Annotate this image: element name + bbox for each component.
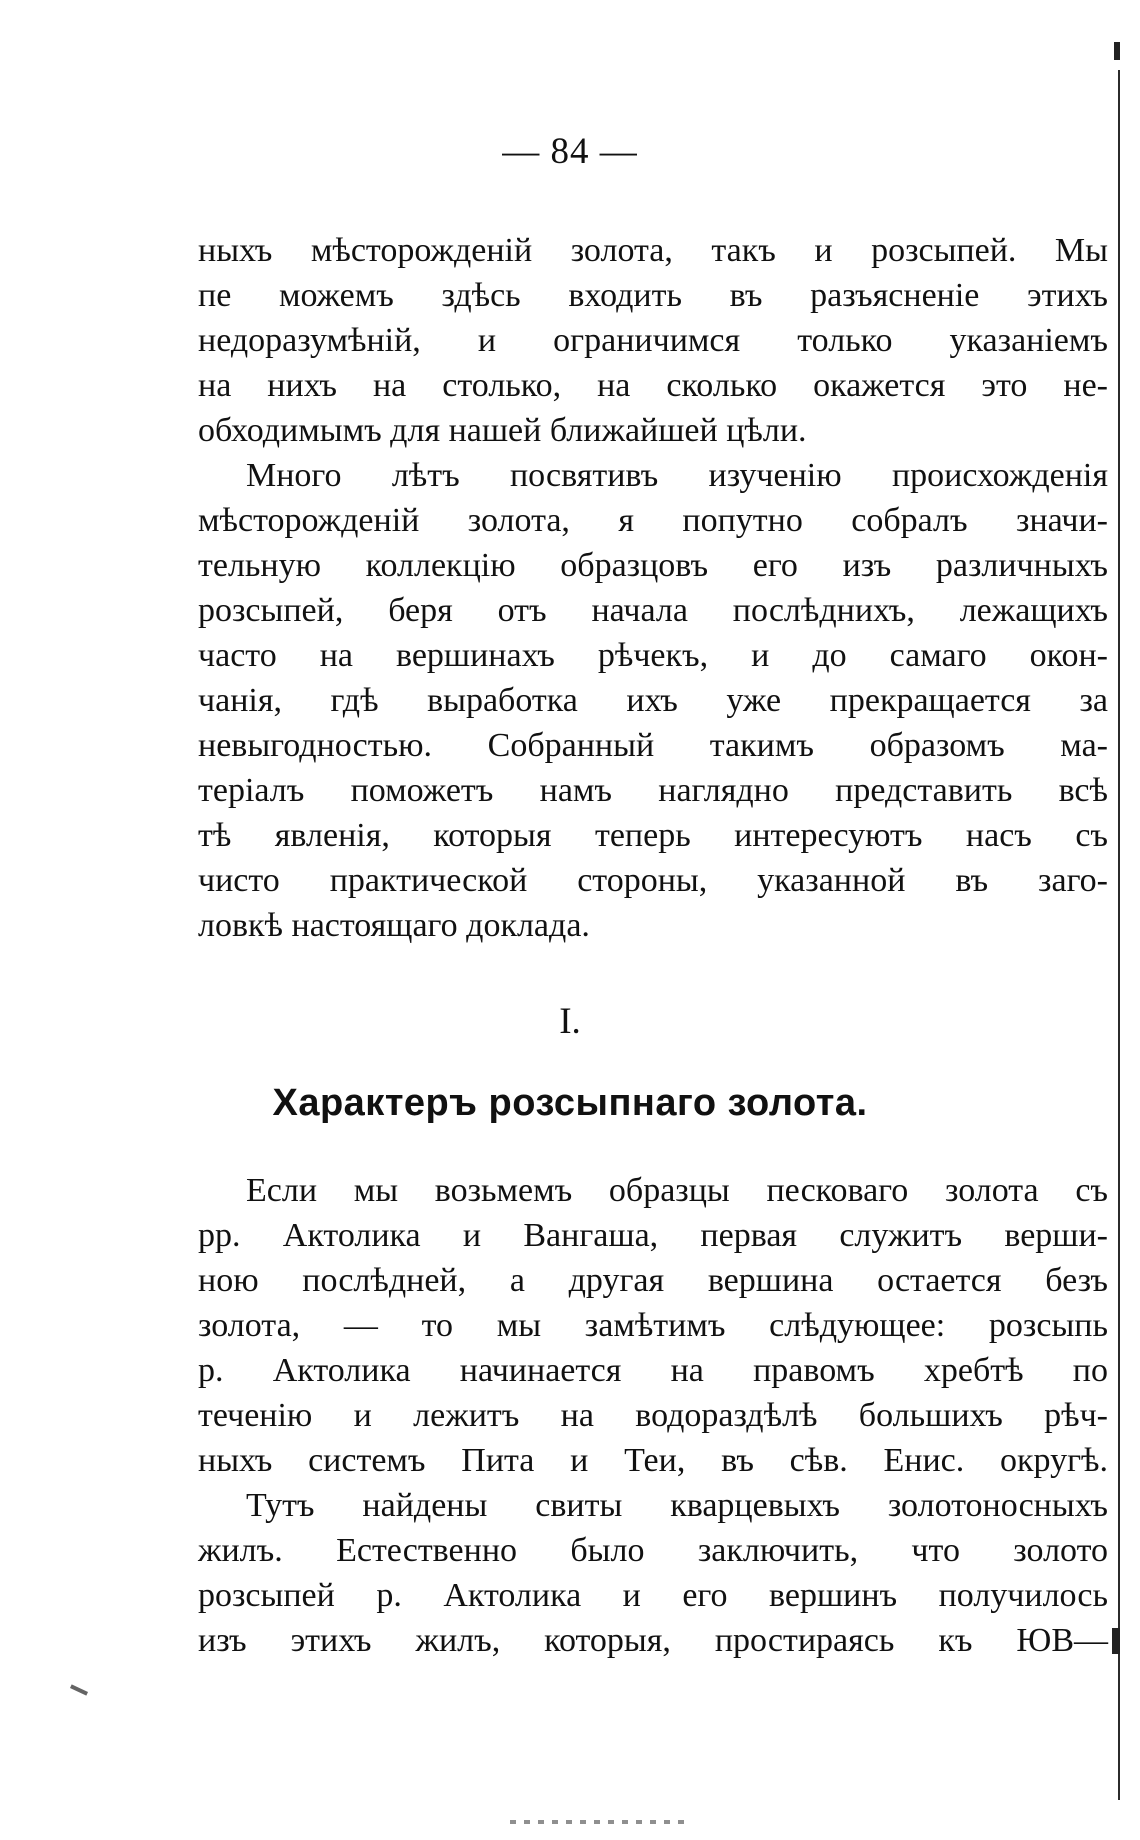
text-line: ною послѣдней, а другая вершина остается безъ <box>198 1262 1108 1299</box>
text-line: невыгодностью. Собранный такимъ образомъ ма- <box>198 727 1108 764</box>
text-line: Если мы возьмемъ образцы песковаго золота съ <box>246 1172 1108 1209</box>
section-number: I. <box>559 1001 581 1042</box>
text-line: ныхъ системъ Пита и Теи, въ сѣв. Енис. округѣ. <box>198 1442 1108 1479</box>
text-line: тельную коллекцію образцовъ его изъ различныхъ <box>198 547 1108 584</box>
text-line: жилъ. Естественно было заключить, что золото <box>198 1532 1108 1569</box>
paragraph-collection <box>198 453 1108 948</box>
text-line: р. Актолика начинается на правомъ хребтѣ по <box>198 1352 1108 1389</box>
text-line: рр. Актолика и Вангаша, первая служитъ верши- <box>198 1217 1108 1254</box>
text-line: Много лѣтъ посвятивъ изученію происхожденія <box>246 457 1108 494</box>
paragraph-continued <box>198 228 1108 453</box>
page-edge-line <box>1118 70 1120 1800</box>
text-line: золота, — то мы замѣтимъ слѣдующее: розсыпь <box>198 1307 1108 1344</box>
edge-mark-bottom <box>1112 1628 1120 1654</box>
page-number: — 84 — <box>502 131 638 172</box>
text-line: обходимымъ для нашей ближайшей цѣли. <box>198 412 807 449</box>
paragraph-veins <box>198 1483 1108 1663</box>
text-line: теченію и лежитъ на водораздѣлѣ большихъ рѣч- <box>198 1397 1108 1434</box>
text-line: пе можемъ здѣсь входить въ разъясненіе этихъ <box>198 277 1108 314</box>
text-line: часто на вершинахъ рѣчекъ, и до самаго окон- <box>198 637 1108 674</box>
scan-specks-bottom <box>510 1820 690 1824</box>
text-line: розсыпей, беря отъ начала послѣднихъ, лежащихъ <box>198 592 1108 629</box>
paragraph-samples <box>198 1168 1108 1483</box>
text-line: теріалъ поможетъ намъ наглядно представить всѣ <box>198 772 1108 809</box>
edge-mark-top <box>1114 42 1120 60</box>
text-line: ныхъ мѣсторожденій золота, такъ и розсыпей. Мы <box>198 232 1108 269</box>
text-line: тѣ явленія, которыя теперь интересуютъ насъ съ <box>198 817 1108 854</box>
text-line: Тутъ найдены свиты кварцевыхъ золотоносныхъ <box>246 1487 1108 1524</box>
text-line: ловкѣ настоящаго доклада. <box>198 907 590 944</box>
text-line: изъ этихъ жилъ, которыя, простираясь къ ЮВ— <box>198 1622 1108 1659</box>
text-line: мѣсторожденій золота, я попутно собралъ значи- <box>198 502 1108 539</box>
text-line: чанія, гдѣ выработка ихъ уже прекращается за <box>198 682 1108 719</box>
text-line: розсыпей р. Актолика и его вершинъ получилось <box>198 1577 1108 1614</box>
text-line: чисто практической стороны, указанной въ заго- <box>198 862 1108 899</box>
scan-speck <box>70 1684 88 1695</box>
text-line: на нихъ на столько, на сколько окажется это не- <box>198 367 1108 404</box>
text-line: недоразумѣній, и ограничимся только указаніемъ <box>198 322 1108 359</box>
section-heading: Характеръ розсыпнаго золота. <box>272 1082 868 1124</box>
